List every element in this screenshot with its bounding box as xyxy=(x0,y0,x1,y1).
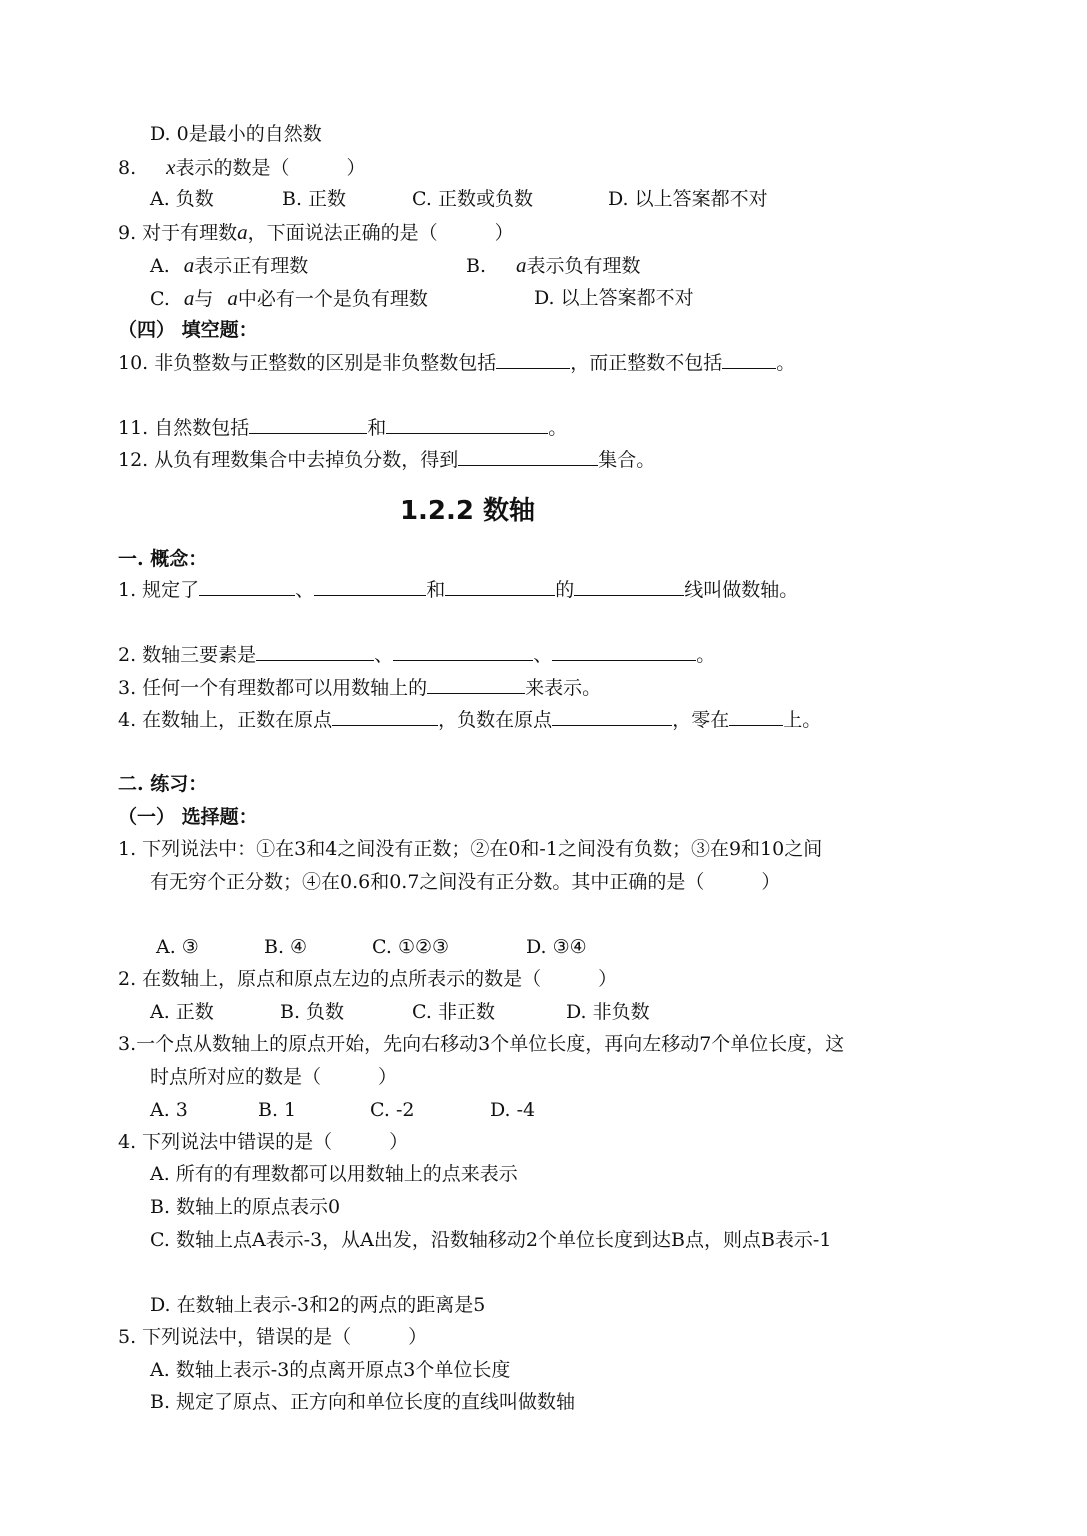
concept-3-post: 来表示。 xyxy=(525,677,602,699)
concept-1-sep-2: 和 xyxy=(426,579,446,601)
concept-4-post: 上。 xyxy=(783,709,822,731)
concept-1-blank-2[interactable] xyxy=(314,577,426,596)
p2-option-a: A. 正数 xyxy=(150,1001,214,1023)
p2-option-b: B. 负数 xyxy=(280,1001,345,1023)
p3-option-c: C. -2 xyxy=(370,1099,415,1121)
p3-option-a: A. 3 xyxy=(150,1099,188,1121)
q11-mid: 和 xyxy=(367,417,387,439)
p1-option-a: A. ③ xyxy=(156,936,199,958)
concept-4-blank-3[interactable] xyxy=(729,707,783,726)
concept-1-blank-4[interactable] xyxy=(574,577,684,596)
concept-1-post: 线叫做数轴。 xyxy=(684,579,799,601)
section-fill-in-heading: （四） 填空题： xyxy=(118,319,258,341)
q9-option-c-variable-2: a xyxy=(227,286,238,310)
concept-1-sep-3: 的 xyxy=(555,579,575,601)
q11-blank-1[interactable] xyxy=(249,415,367,434)
concept-3-pre: 3. 任何一个有理数都可以用数轴上的 xyxy=(118,677,428,699)
practice-heading: 二. 练习： xyxy=(118,773,208,795)
p3-line-1: 3.一个点从数轴上的原点开始，先向右移动3个单位长度，再向左移动7个单位长度，这 xyxy=(118,1033,845,1055)
concept-3-blank[interactable] xyxy=(427,675,525,694)
p1-option-c: C. ①②③ xyxy=(372,936,450,958)
p3-line-2: 时点所对应的数是（ ） xyxy=(150,1066,398,1088)
concept-4-mid-2: ，零在 xyxy=(672,709,730,731)
q9-option-a-letter: A. xyxy=(150,255,170,277)
concept-1-blank-3[interactable] xyxy=(445,577,555,596)
q9-option-a-variable: a xyxy=(183,253,195,277)
q12-post: 集合。 xyxy=(598,449,656,471)
p1-line-2: 有无穷个正分数；④在0.6和0.7之间没有正分数。其中正确的是（ ） xyxy=(150,871,781,893)
q8-option-c: C. 正数或负数 xyxy=(412,188,533,210)
p4-option-b: B. 数轴上的原点表示0 xyxy=(150,1196,341,1218)
q10-pre: 10. 非负整数与正整数的区别是非负整数包括 xyxy=(118,352,497,374)
concept-1 xyxy=(118,577,798,603)
concept-heading: 一. 概念： xyxy=(118,548,208,570)
p5-stem: 5. 下列说法中，错误的是（ ） xyxy=(118,1326,428,1348)
q9-option-c-text: 中必有一个是负有理数 xyxy=(237,288,428,310)
q9-stem xyxy=(118,219,514,246)
q9-variable: a xyxy=(237,220,248,244)
concept-4-pre: 4. 在数轴上，正数在原点 xyxy=(118,709,333,731)
q9-option-c xyxy=(150,285,428,312)
concept-1-sep-1: 、 xyxy=(295,579,315,601)
concept-4 xyxy=(118,707,821,733)
q8-stem xyxy=(118,154,365,181)
q8-option-d: D. 以上答案都不对 xyxy=(608,188,768,210)
p2-option-c: C. 非正数 xyxy=(412,1001,495,1023)
q9-option-b-text: 表示负有理数 xyxy=(526,255,641,277)
q11-blank-2[interactable] xyxy=(386,415,548,434)
q11-pre: 11. 自然数包括 xyxy=(118,417,250,439)
practice-choice-heading: （一） 选择题： xyxy=(118,806,258,828)
q8-option-a: A. 负数 xyxy=(150,188,214,210)
concept-2-sep-2: 、 xyxy=(533,644,553,666)
q9-stem-pre: 9. 对于有理数 xyxy=(118,222,238,244)
p2-stem: 2. 在数轴上，原点和原点左边的点所表示的数是（ ） xyxy=(118,968,618,990)
q10-mid: ，而正整数不包括 xyxy=(570,352,723,374)
p4-option-c: C. 数轴上点A表示-3，从A出发，沿数轴移动2个单位长度到达B点，则点B表示-1 xyxy=(150,1229,832,1251)
p4-stem: 4. 下列说法中错误的是（ ） xyxy=(118,1131,409,1153)
q11-post: 。 xyxy=(548,417,568,439)
concept-4-blank-1[interactable] xyxy=(332,707,438,726)
p4-option-a: A. 所有的有理数都可以用数轴上的点来表示 xyxy=(150,1163,518,1185)
q10-blank-1[interactable] xyxy=(496,350,570,369)
q10-post: 。 xyxy=(776,352,796,374)
p1-option-d: D. ③④ xyxy=(526,936,587,958)
q8-variable: x xyxy=(166,155,176,179)
q9-option-b xyxy=(466,252,641,279)
q8-option-b: B. 正数 xyxy=(282,188,347,210)
q9-option-d: D. 以上答案都不对 xyxy=(534,287,694,309)
concept-3 xyxy=(118,675,601,701)
concept-2-pre: 2. 数轴三要素是 xyxy=(118,644,257,666)
concept-2-post: 。 xyxy=(696,644,716,666)
p4-option-d: D. 在数轴上表示-3和2的两点的距离是5 xyxy=(150,1294,486,1316)
q9-option-a-text: 表示正有理数 xyxy=(194,255,309,277)
q9-option-b-letter: B. xyxy=(466,255,487,277)
p3-option-b: B. 1 xyxy=(258,1099,297,1121)
q9-option-c-mid: 与 xyxy=(194,288,214,310)
q9-option-b-variable: a xyxy=(516,253,527,277)
concept-4-mid-1: ，负数在原点 xyxy=(438,709,553,731)
concept-1-pre: 1. 规定了 xyxy=(118,579,200,601)
concept-2-sep-1: 、 xyxy=(374,644,394,666)
concept-1-blank-1[interactable] xyxy=(199,577,295,596)
q12-blank[interactable] xyxy=(458,447,598,466)
q9-stem-post: ，下面说法正确的是（ ） xyxy=(247,222,514,244)
q9-option-a xyxy=(150,252,308,279)
q9-option-c-variable-1: a xyxy=(183,286,195,310)
concept-2-blank-1[interactable] xyxy=(256,642,374,661)
p5-option-a: A. 数轴上表示-3的点离开原点3个单位长度 xyxy=(150,1359,511,1381)
concept-2-blank-2[interactable] xyxy=(393,642,533,661)
p2-option-d: D. 非负数 xyxy=(566,1001,650,1023)
q7-option-d: D. 0是最小的自然数 xyxy=(150,123,322,145)
concept-4-blank-2[interactable] xyxy=(552,707,672,726)
q8-stem-text: 表示的数是（ ） xyxy=(175,157,366,179)
q11 xyxy=(118,415,567,441)
q8-number: 8. xyxy=(118,157,137,179)
q9-option-c-letter: C. xyxy=(150,288,170,310)
p1-option-b: B. ④ xyxy=(264,936,308,958)
section-title: 1.2.2 数轴 xyxy=(399,496,536,526)
p3-option-d: D. -4 xyxy=(490,1099,536,1121)
q10 xyxy=(118,350,795,376)
concept-2 xyxy=(118,642,715,668)
q12-pre: 12. 从负有理数集合中去掉负分数，得到 xyxy=(118,449,459,471)
p1-line-1: 1. 下列说法中：①在3和4之间没有正数；②在0和-1之间没有负数；③在9和10之间 xyxy=(118,838,823,860)
q10-blank-2[interactable] xyxy=(722,350,776,369)
p5-option-b: B. 规定了原点、正方向和单位长度的直线叫做数轴 xyxy=(150,1391,576,1413)
q12 xyxy=(118,447,655,473)
concept-2-blank-3[interactable] xyxy=(552,642,696,661)
